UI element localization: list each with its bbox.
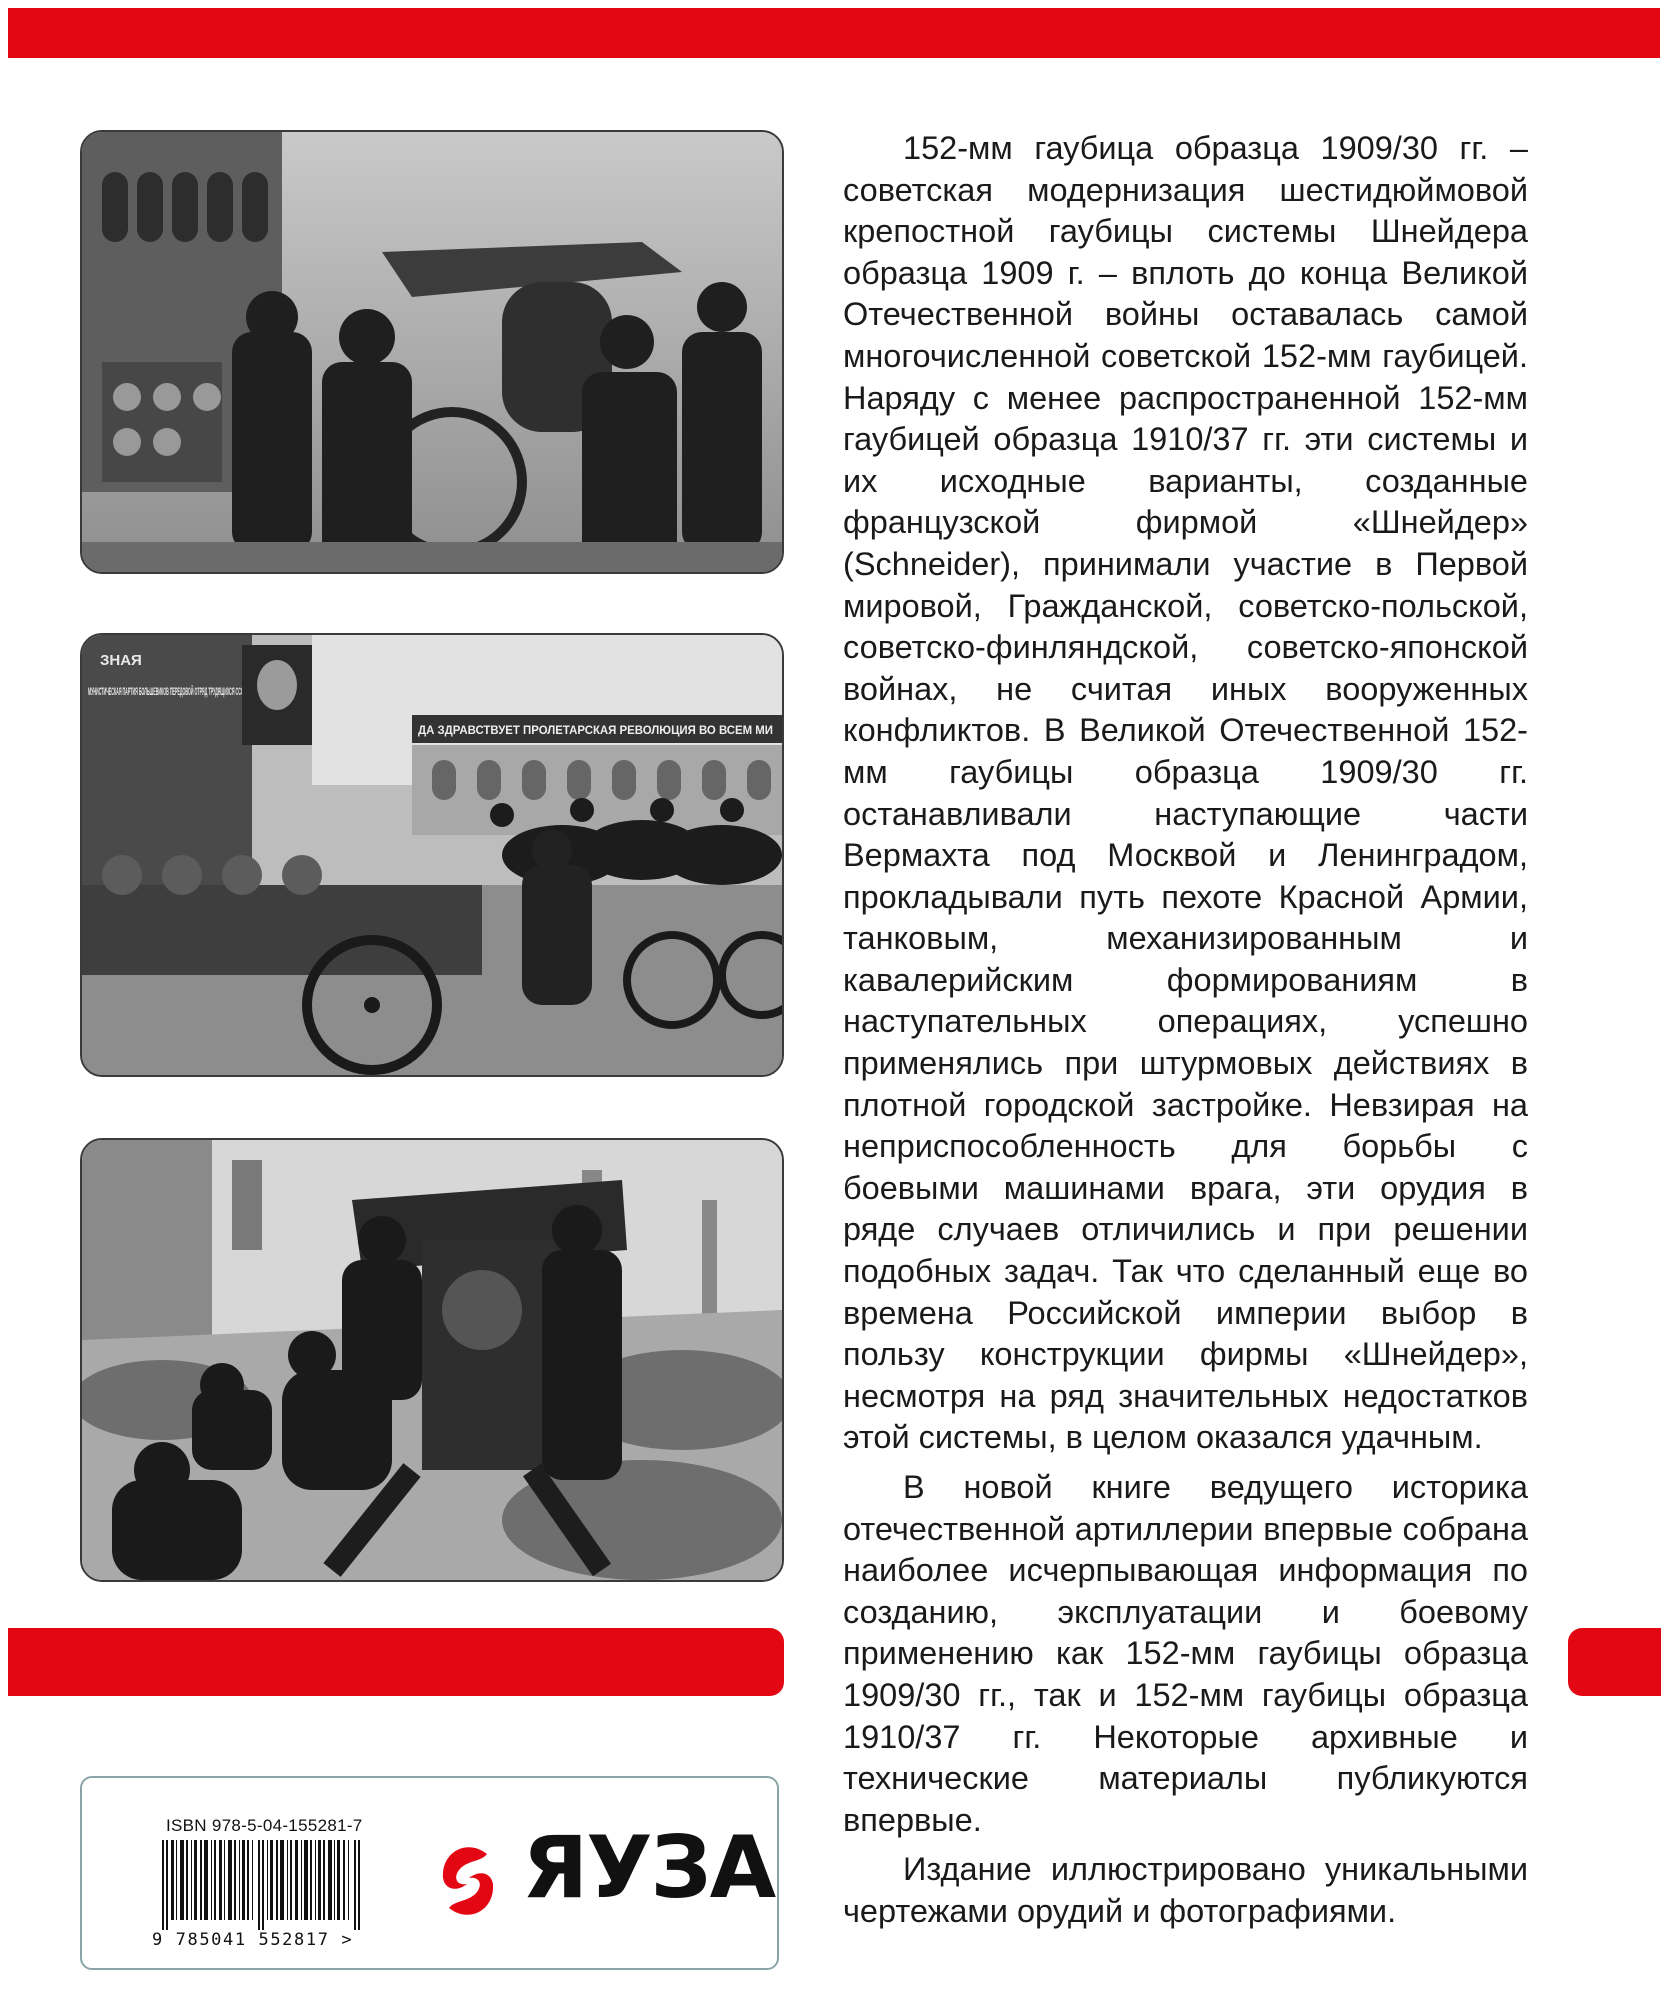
banner-left-top: ЗНАЯ bbox=[100, 652, 142, 669]
barcode-icon bbox=[162, 1840, 362, 1930]
publisher-logo-text: ЯУЗА bbox=[522, 1818, 775, 1918]
isbn-publisher-box bbox=[80, 1776, 779, 1970]
photo-red-square-parade bbox=[80, 633, 784, 1077]
isbn-label: ISBN 978-5-04-155281-7 bbox=[166, 1816, 363, 1835]
paragraph-book-description: В новой книге ведущего историка отечественной артиллерии впервые собрана наиболее исчерпывающая информация по созданию, эксплуатации и боевому применению как 152-мм гаубицы образца 1909/30 гг., так и 152-мм гаубицы образца 1910/37 гг. Некоторые архивные и технические материалы публикуются впервые. bbox=[843, 1469, 1528, 1838]
annotation-text bbox=[843, 128, 1528, 1941]
paragraph-history: 152-мм гаубица образца 1909/30 гг. – советская модернизация шестидюймовой крепостной гаубицы системы Шнейдера образца 1909 г. – вплоть до конца Великой Отечественной войны оставалась самой многочисленной советской 152-мм гаубицей. Наряду с менее распространенной 152-мм гаубицей образца 1910/37 гг. эти системы и их исходные варианты, созданные французской фирмой «Шнейдер» (Schneider), принимали участие в Первой мировой, Гражданской, советско-польской, советско-финляндской, советско-японской войнах, не считая иных вооруженных конфликтов. В Великой Отечественной 152-мм гаубицы образца 1909/30 гг. останавливали наступающие части Вермахта под Москвой и Ленинградом, прокладывали путь пехоте Красной Армии, танковым, механизированным и кавалерийским формированиям в наступательных операциях, успешно применялись при штурмовых действиях в плотной городской застройке. Невзирая на неприспособленность для борьбы с боевыми машинами врага, эти орудия в ряде случаев отличились и при решении подобных задач. Так что сделанный еще во времена Российской империи выбор в пользу конструкции фирмы «Шнейдер», несмотря на ряд значительных недостатков этой системы, в целом оказался удачным. bbox=[843, 130, 1528, 1456]
photo2-illustration bbox=[82, 635, 782, 1075]
photo1-illustration bbox=[82, 132, 782, 572]
left-red-band bbox=[8, 1628, 784, 1696]
photo-howitzer-crew-parade bbox=[80, 130, 784, 574]
top-red-band bbox=[8, 8, 1660, 58]
banner-left-text bbox=[88, 685, 246, 698]
photo-howitzer-firing-ruins bbox=[80, 1138, 784, 1582]
banner-right-text: ДА ЗДРАВСТВУЕТ ПРОЛЕТАРСКАЯ РЕВОЛЮЦИЯ ВО ВСЕМ МИ bbox=[418, 723, 773, 737]
photo3-illustration bbox=[82, 1140, 782, 1580]
eksmo-logo-icon bbox=[437, 1840, 499, 1922]
right-red-band bbox=[1568, 1628, 1661, 1696]
barcode-digits: 9 785041 552817 > bbox=[152, 1930, 354, 1950]
paragraph-illustrations: Издание иллюстрировано уникальными чертежами орудий и фотографиями. bbox=[843, 1851, 1528, 1929]
